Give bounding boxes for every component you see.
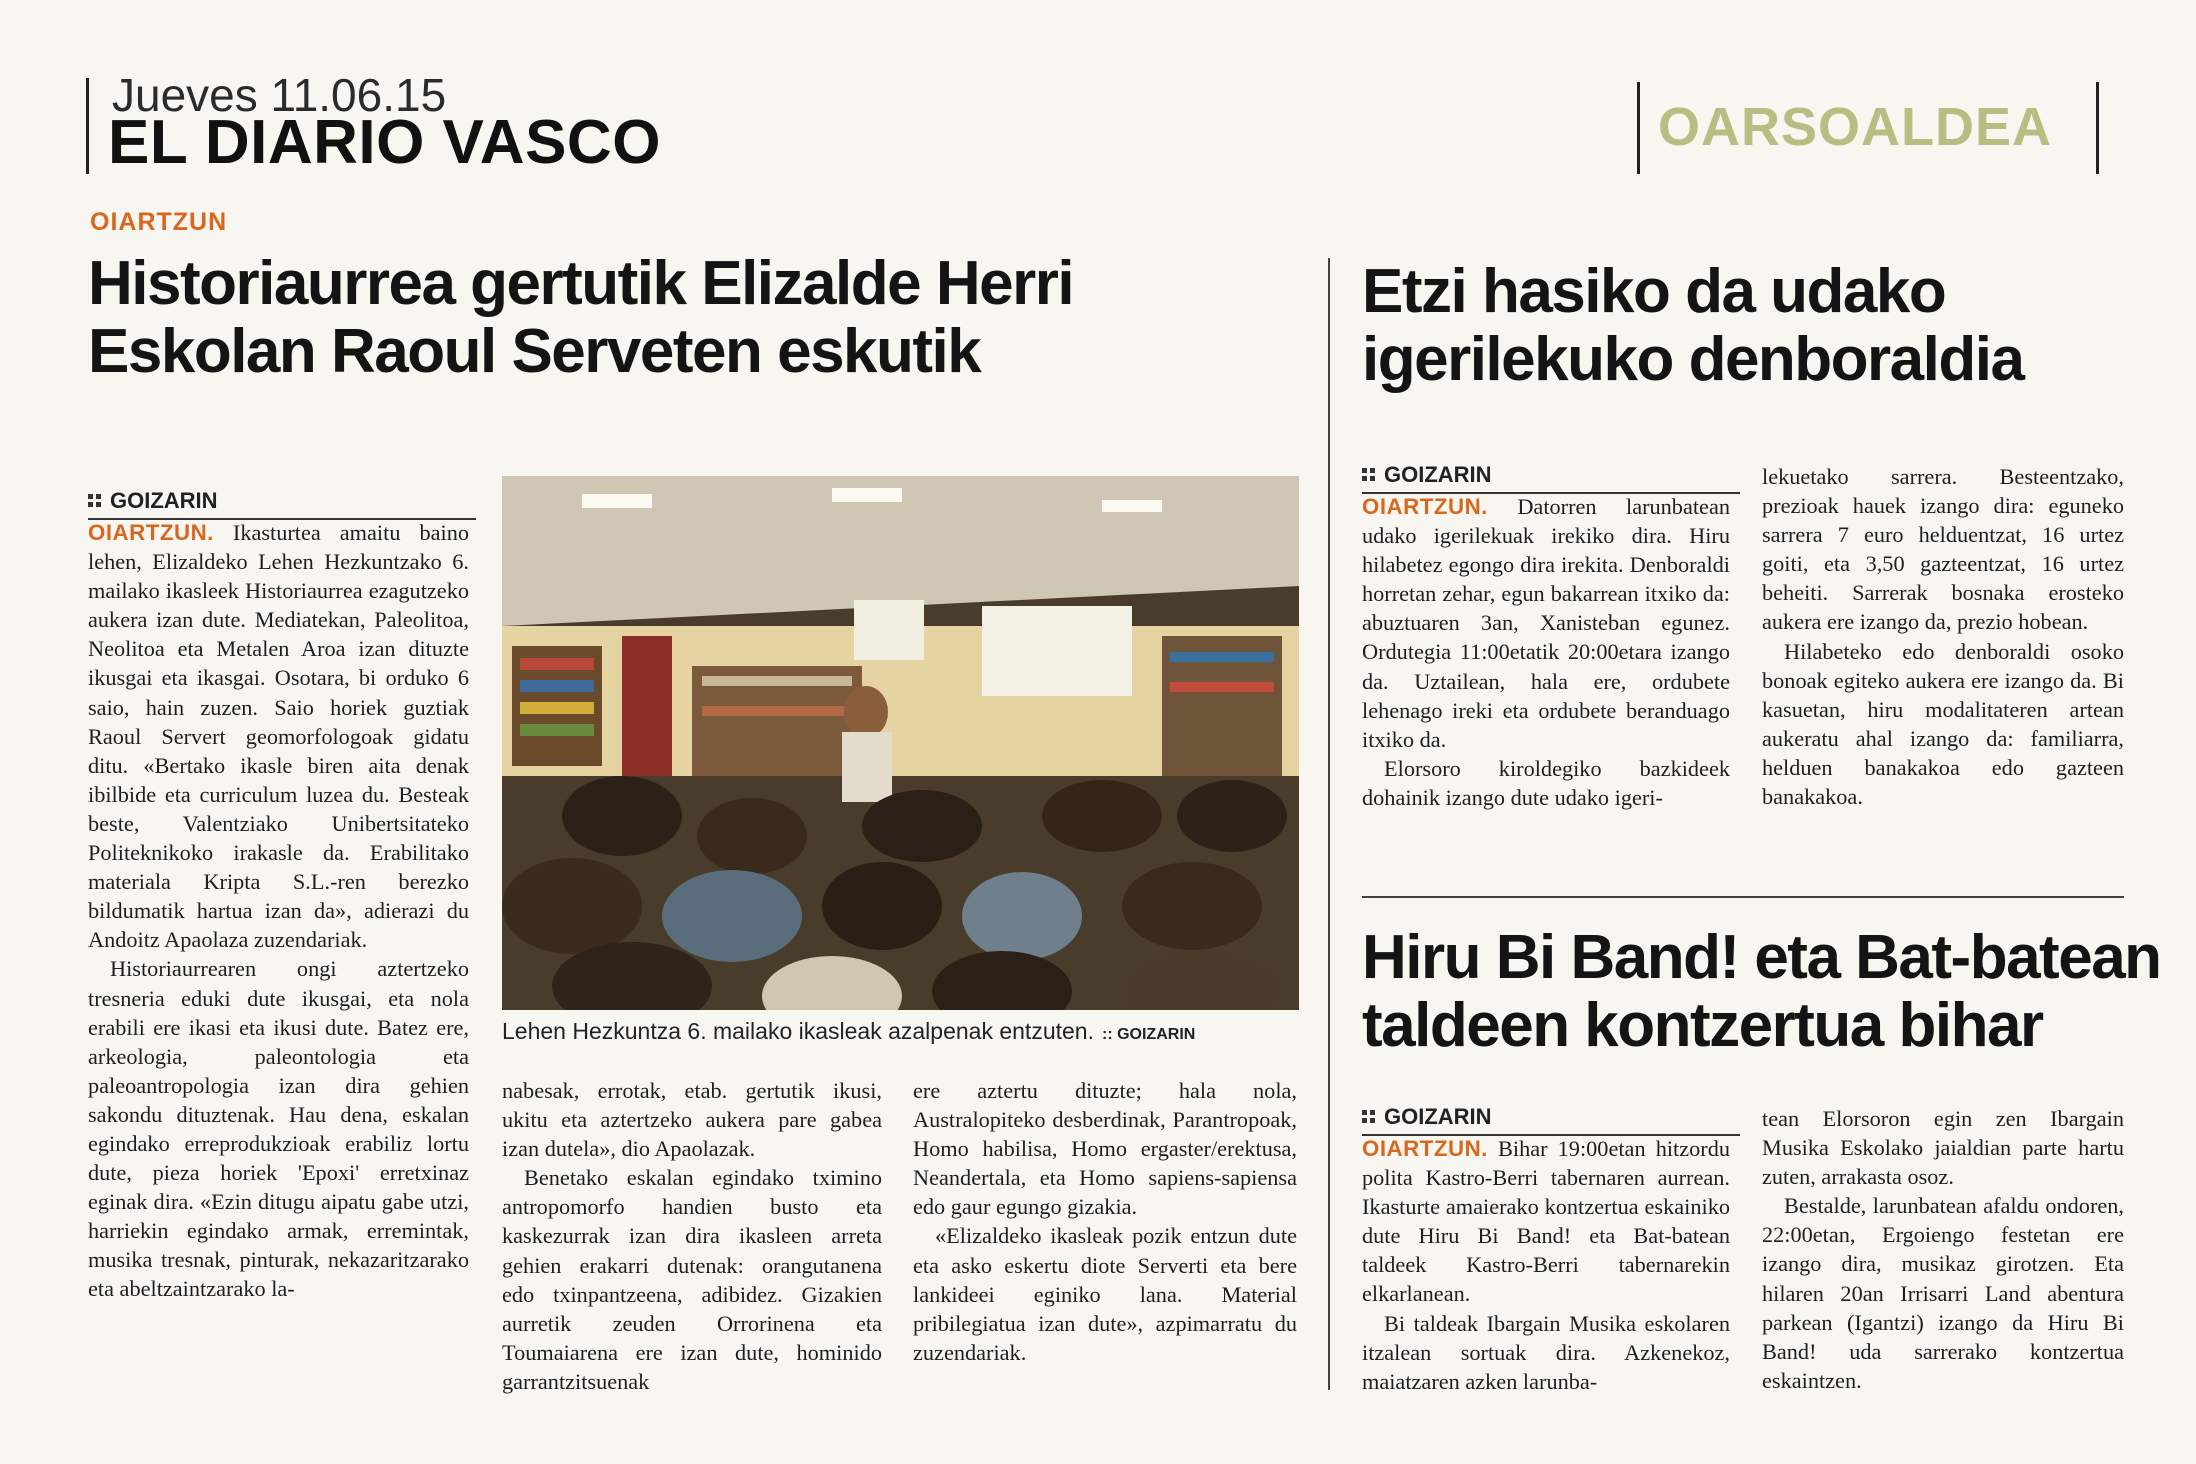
publication-date: Jueves 11.06.15: [112, 69, 447, 121]
masthead-rule-right-b: [2096, 82, 2099, 174]
main-lead-place: OIARTZUN.: [88, 520, 214, 545]
byline-dots-icon: [88, 494, 102, 508]
main-byline: [88, 488, 476, 514]
concert-column-2: [1762, 1104, 2124, 1395]
pool-column-1: [1362, 492, 1730, 812]
main-headline: [88, 250, 1328, 386]
main-col3-para1: ere aztertu dituzte; hala nola, Australopiteko desberdinak, Parantropoak, Homo habilisa, Homo ergaster/erektusa, Neandertala, eta Homo sapiens-sapiensa edo gaur egungo gizakia.: [913, 1078, 1297, 1220]
masthead-rule-left: [86, 78, 89, 174]
concert-lead-place: OIARTZUN.: [1362, 1136, 1488, 1161]
photo-caption: [502, 1018, 1299, 1045]
byline-dots-icon: [1362, 468, 1376, 482]
pool-byline: [1362, 462, 1740, 488]
main-col1-para1-text: Ikasturtea amaitu baino lehen, Elizaldeko Lehen Hezkuntzako 6. mailako ikasleek Historiaurrea ezagutzeko aukera izan dute. Mediatekan, Paleolitoa, Neolitoa eta Metalen Aroa izan dituzte ikusgai eta ikasgai. Osotara, bi orduko 6 saio, hain zuzen. Saio horiek guztiak Raoul Servert geomorfologoak gidatu ditu. «Bertako ikasle biren aita denak ibilbide eta curriculum luzea du. Besteak beste, Valentziako Unibertsitateko Politeknikoko irakasle da. Erabilitako materiala Kripta S.L.-ren berezko bildumatik hartua izan da», adierazi du Andoitz Apaolaza zuzendariak.: [88, 520, 469, 953]
concert-col2-para1: tean Elorsoron egin zen Ibargain Musika Eskolako jaialdian parte hartu zuten, arrakasta osoz.: [1762, 1106, 2124, 1190]
pool-col2-para2: Hilabeteko edo denboraldi osoko bonoak egiteko aukera ere izango da. Bi kasuetan, hiru modalitateren artean aukeratu ahal izango da: familiarra, helduen banakakoa edo gazteen banakakoa.: [1762, 638, 2124, 810]
concert-col2-para2: Bestalde, larunbatean afaldu ondoren, 22:00etan, Ergoiengo festetan ere izango dira, musikaz girotzen. Eta hilaren 20an Irrisarri Land abentura parkean (Igantzi) izango da Hiru Bi Band! uda sarrerako kontzertua eskaintzen.: [1762, 1193, 2124, 1393]
main-col2-para2: Benetako eskalan egindako tximino antropomorfo handien busto eta kaskezurrak izan dira ikasleen arreta gehien erakarri dutenak: orangutanena edo txinpantzeena, adibidez. Gizakien aurretik zeuden Orrorinena eta Toumaiarena ere izan dute, hominido garrantzitsuenak: [502, 1165, 882, 1394]
pool-col1-para2: Elorsoro kiroldegiko bazkideek dohainik izango dute udako igeri-: [1362, 755, 1730, 810]
concert-headline: [1362, 924, 2182, 1060]
main-col3-para2: «Elizaldeko ikasleak pozik entzun dute eta asko eskertu diote Serverti eta bere lankideei eginiko lana. Material pribilegiatua izan dute», azpimarratu du zuzendariak.: [913, 1223, 1297, 1365]
pool-col2-para1: lekuetako sarrera. Besteentzako, prezioak hauek izango dira: eguneko sarrera 7 euro helduentzat, 16 urtez goiti, eta 3,50 gazteentzat, 16 urtez beheiti. Sarrerak bosnaka erosteko aukera ere izango da, prezio hobean.: [1762, 464, 2124, 635]
pool-headline: [1362, 258, 2182, 394]
concert-col1-para1-text: Bihar 19:00etan hitzordu polita Kastro-Berri tabernaren aurrean. Ikasturte amaierako kontzertua eskainiko dute Hiru Bi Band! eta Bat-batean taldeek Kastro-Berri tabernarekin elkarlanean.: [1362, 1136, 1731, 1307]
main-col1-para2: Historiaurrearen ongi aztertzeko tresneria eduki dute ikusgai, eta nola erabili ere ikasi eta ikusi dute. Batez ere, arkeologia, paleontologia eta paleoantropologia izan dira gehien sakondu dituztenak. Hau dena, eskalan egindako erreprodukzioak erabiliz lortu dute, pieza horiek 'Epoxi' erretxinaz eginak dira. «Ezin ditugu aipatu gabe utzi, harriekin egindako armak, erremintak, musika tresnak, pinturak, nekazaritzarako eta abeltzaintzarako la-: [88, 956, 469, 1302]
pool-byline-text: GOIZARIN: [1384, 462, 1492, 487]
article-separator: [1362, 896, 2124, 898]
concert-byline: [1362, 1104, 1740, 1130]
concert-col1-para2: Bi taldeak Ibargain Musika eskolaren itzalean sortuak dira. Azkenekoz, maiatzaren azken larunba-: [1362, 1310, 1730, 1394]
main-col1-para1: [88, 518, 469, 954]
photo-caption-text: Lehen Hezkuntza 6. mailako ikasleak azalpenak entzuten.: [502, 1018, 1094, 1044]
newspaper-name: EL DIARIO VASCO: [108, 108, 661, 177]
main-column-3: [913, 1076, 1297, 1367]
main-headline-line1: Historiaurrea gertutik Elizalde Herri: [88, 249, 1074, 318]
pool-lead-place: OIARTZUN.: [1362, 494, 1488, 519]
main-byline-text: GOIZARIN: [110, 488, 218, 513]
masthead-rule-right-a: [1637, 82, 1640, 174]
byline-dots-icon: [1362, 1110, 1376, 1124]
column-divider: [1328, 258, 1330, 1390]
section-name: OARSOALDEA: [1658, 97, 2053, 157]
pool-headline-line2: igerilekuko denboraldia: [1362, 325, 2024, 394]
main-col2-para1: nabesak, errotak, etab. gertutik ikusi, ukitu eta aztertzeko aukera pare gabea izan dutela», dio Apaolazak.: [502, 1078, 882, 1162]
concert-headline-line1: Hiru Bi Band! eta Bat-batean: [1362, 923, 2161, 992]
concert-byline-text: GOIZARIN: [1384, 1104, 1492, 1129]
main-column-2: [502, 1076, 882, 1396]
pool-col1-para1-text: Datorren larunbatean udako igerilekuak irekiko dira. Hiru hilabetez egongo dira irekita. Denboraldi horretan zehar, egun bakarrean itxiko da: abuztuaren 3an, Xanisteban egunez. Ordutegia 11:00etatik 20:00etara izango da. Uztailean, hala ere, ordubete lehenago ireki eta ordubete beranduago itxiko da.: [1362, 494, 1730, 752]
pool-column-2: [1762, 462, 2124, 811]
main-headline-line2: Eskolan Raoul Serveten eskutik: [88, 317, 981, 386]
photo-credit: :: GOIZARIN: [1101, 1026, 1196, 1043]
pool-headline-line1: Etzi hasiko da udako: [1362, 257, 1946, 326]
main-column-1: [88, 518, 469, 1304]
pool-col1-para1: [1362, 492, 1730, 754]
concert-col1-para1: [1362, 1134, 1730, 1309]
classroom-photo: [502, 476, 1299, 1010]
concert-headline-line2: taldeen kontzertua bihar: [1362, 991, 2043, 1060]
concert-column-1: [1362, 1134, 1730, 1396]
article-kicker: OIARTZUN: [90, 208, 228, 236]
